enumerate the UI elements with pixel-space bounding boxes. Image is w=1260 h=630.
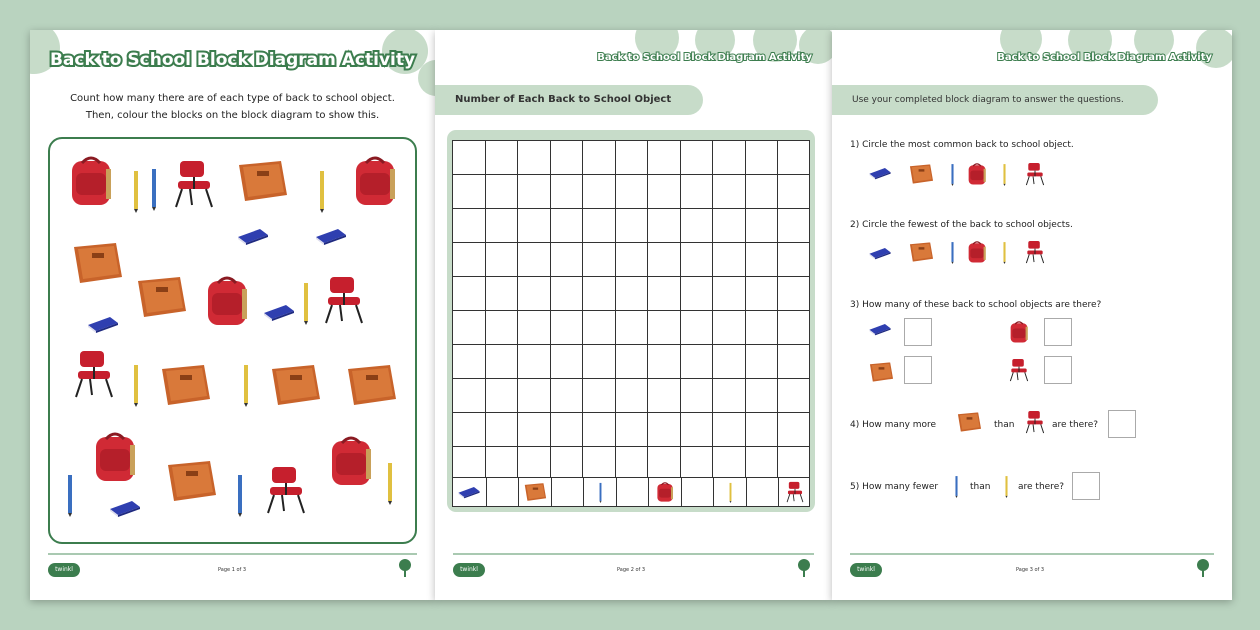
answer-box-q5[interactable]: [1072, 472, 1100, 500]
footer-divider: [850, 553, 1214, 555]
grid-line: [452, 174, 810, 175]
eraser-icon: [86, 315, 120, 333]
page-title: Back to School Block Diagram Activity: [597, 52, 812, 63]
notebook-icon: [956, 412, 982, 432]
axis-cell: [713, 478, 746, 506]
page-title: Back to School Block Diagram Activity: [997, 52, 1212, 63]
grid-line: [452, 310, 810, 311]
backpack-icon: [66, 155, 116, 207]
answer-box-chair[interactable]: [1044, 356, 1072, 384]
pencil-icon[interactable]: [950, 162, 955, 186]
pencil-icon: [302, 279, 310, 325]
question-5-start: 5) How many fewer: [850, 482, 939, 492]
axis-cell: [518, 478, 551, 506]
eraser-icon: [108, 499, 142, 517]
backpack-icon: [326, 435, 376, 487]
pencil-icon: [236, 471, 244, 517]
question-1: 1) Circle the most common back to school object.: [850, 140, 1074, 150]
axis-cell: [746, 478, 779, 506]
question-5-middle: than: [970, 482, 991, 492]
axis-cell: [778, 478, 811, 506]
pencil-icon[interactable]: [1002, 162, 1007, 186]
instruction-line-2: Then, colour the blocks on the block diagram to show this.: [85, 110, 380, 121]
notebook-icon[interactable]: [908, 242, 934, 262]
notebook-icon: [158, 365, 212, 405]
chair-icon: [264, 465, 308, 515]
pencil-icon: [1004, 474, 1009, 498]
chair-icon: [785, 481, 805, 503]
twinkl-logo-icon: twinkl: [48, 563, 80, 577]
notebook-icon[interactable]: [908, 164, 934, 184]
questions-instruction: Use your completed block diagram to answer the questions.: [832, 85, 1158, 115]
grid-line: [452, 242, 810, 243]
answer-box-eraser[interactable]: [904, 318, 932, 346]
axis-cell: [681, 478, 714, 506]
instruction-line-1: Count how many there are of each type of back to school object.: [70, 93, 395, 104]
answer-box-backpack[interactable]: [1044, 318, 1072, 346]
eraser-icon[interactable]: [868, 166, 892, 180]
chair-icon: [322, 275, 366, 325]
footer-divider: [48, 553, 417, 555]
grid-line: [452, 412, 810, 413]
axis-cell: [583, 478, 616, 506]
worksheet-page-3: [832, 30, 1232, 600]
notebook-icon: [268, 365, 322, 405]
chair-icon[interactable]: [1024, 240, 1046, 264]
twinkl-logo-icon: twinkl: [850, 563, 882, 577]
notebook-icon: [523, 483, 547, 501]
object-picture-frame: [48, 137, 417, 544]
worksheet-page-2: [435, 30, 832, 600]
grid-line: [452, 378, 810, 379]
question-2: 2) Circle the fewest of the back to school objects.: [850, 220, 1073, 230]
footer-divider: [453, 553, 814, 555]
tree-icon: [398, 559, 412, 577]
block-diagram: [447, 130, 815, 512]
grid-line: [452, 276, 810, 277]
backpack-icon: [1008, 320, 1030, 344]
backpack-icon: [350, 155, 400, 207]
block-diagram-grid[interactable]: [452, 140, 810, 480]
eraser-icon: [868, 322, 892, 336]
notebook-icon: [134, 277, 188, 317]
backpack-icon: [202, 275, 252, 327]
pencil-icon: [132, 167, 140, 213]
diagram-heading: Number of Each Back to School Object: [435, 85, 703, 115]
backpack-icon: [90, 431, 140, 483]
tree-icon: [1196, 559, 1210, 577]
pencil-icon: [150, 165, 158, 211]
question-4-end: are there?: [1052, 420, 1099, 430]
question-4-start: 4) How many more: [850, 420, 937, 430]
backpack-icon[interactable]: [966, 240, 988, 264]
chair-icon: [1024, 410, 1046, 434]
axis-cell: [648, 478, 681, 506]
chair-icon: [72, 349, 116, 399]
pencil-icon[interactable]: [1002, 240, 1007, 264]
question-3: 3) How many of these back to school objects are there?: [850, 300, 1102, 310]
grid-line: [452, 446, 810, 447]
pencil-icon: [598, 481, 603, 503]
axis-cell: [616, 478, 649, 506]
pencil-icon: [318, 167, 326, 213]
worksheet-page-1: [30, 30, 435, 600]
eraser-icon: [236, 227, 270, 245]
notebook-icon: [70, 243, 124, 283]
eraser-icon: [314, 227, 348, 245]
page-number: Page 3 of 3: [1016, 567, 1045, 573]
notebook-icon: [868, 362, 894, 382]
block-diagram-axis: [452, 477, 810, 507]
answer-box-notebook[interactable]: [904, 356, 932, 384]
chair-icon: [1008, 358, 1030, 382]
question-5-end: are there?: [1018, 482, 1065, 492]
axis-cell: [551, 478, 584, 506]
notebook-icon: [164, 461, 218, 501]
chair-icon: [172, 159, 216, 209]
answer-box-q4[interactable]: [1108, 410, 1136, 438]
twinkl-logo-icon: twinkl: [453, 563, 485, 577]
grid-line: [452, 208, 810, 209]
page-number: Page 1 of 3: [218, 567, 247, 573]
eraser-icon: [262, 303, 296, 321]
pencil-icon: [242, 361, 250, 407]
eraser-icon: [457, 485, 481, 499]
axis-cell: [486, 478, 519, 506]
question-4-middle: than: [994, 420, 1015, 430]
grid-line: [452, 140, 810, 141]
backpack-icon[interactable]: [966, 162, 988, 186]
notebook-icon: [235, 161, 289, 201]
axis-cell: [453, 478, 486, 506]
notebook-icon: [344, 365, 398, 405]
grid-line: [452, 344, 810, 345]
pencil-icon: [954, 474, 959, 498]
page-number: Page 2 of 3: [617, 567, 646, 573]
chair-icon[interactable]: [1024, 162, 1046, 186]
pencil-icon: [386, 459, 394, 505]
eraser-icon[interactable]: [868, 246, 892, 260]
page-title: Back to School Block Diagram Activity: [49, 50, 416, 70]
pencil-icon: [66, 471, 74, 517]
pencil-icon: [728, 481, 733, 503]
pencil-icon[interactable]: [950, 240, 955, 264]
tree-icon: [797, 559, 811, 577]
backpack-icon: [655, 481, 675, 503]
pencil-icon: [132, 361, 140, 407]
